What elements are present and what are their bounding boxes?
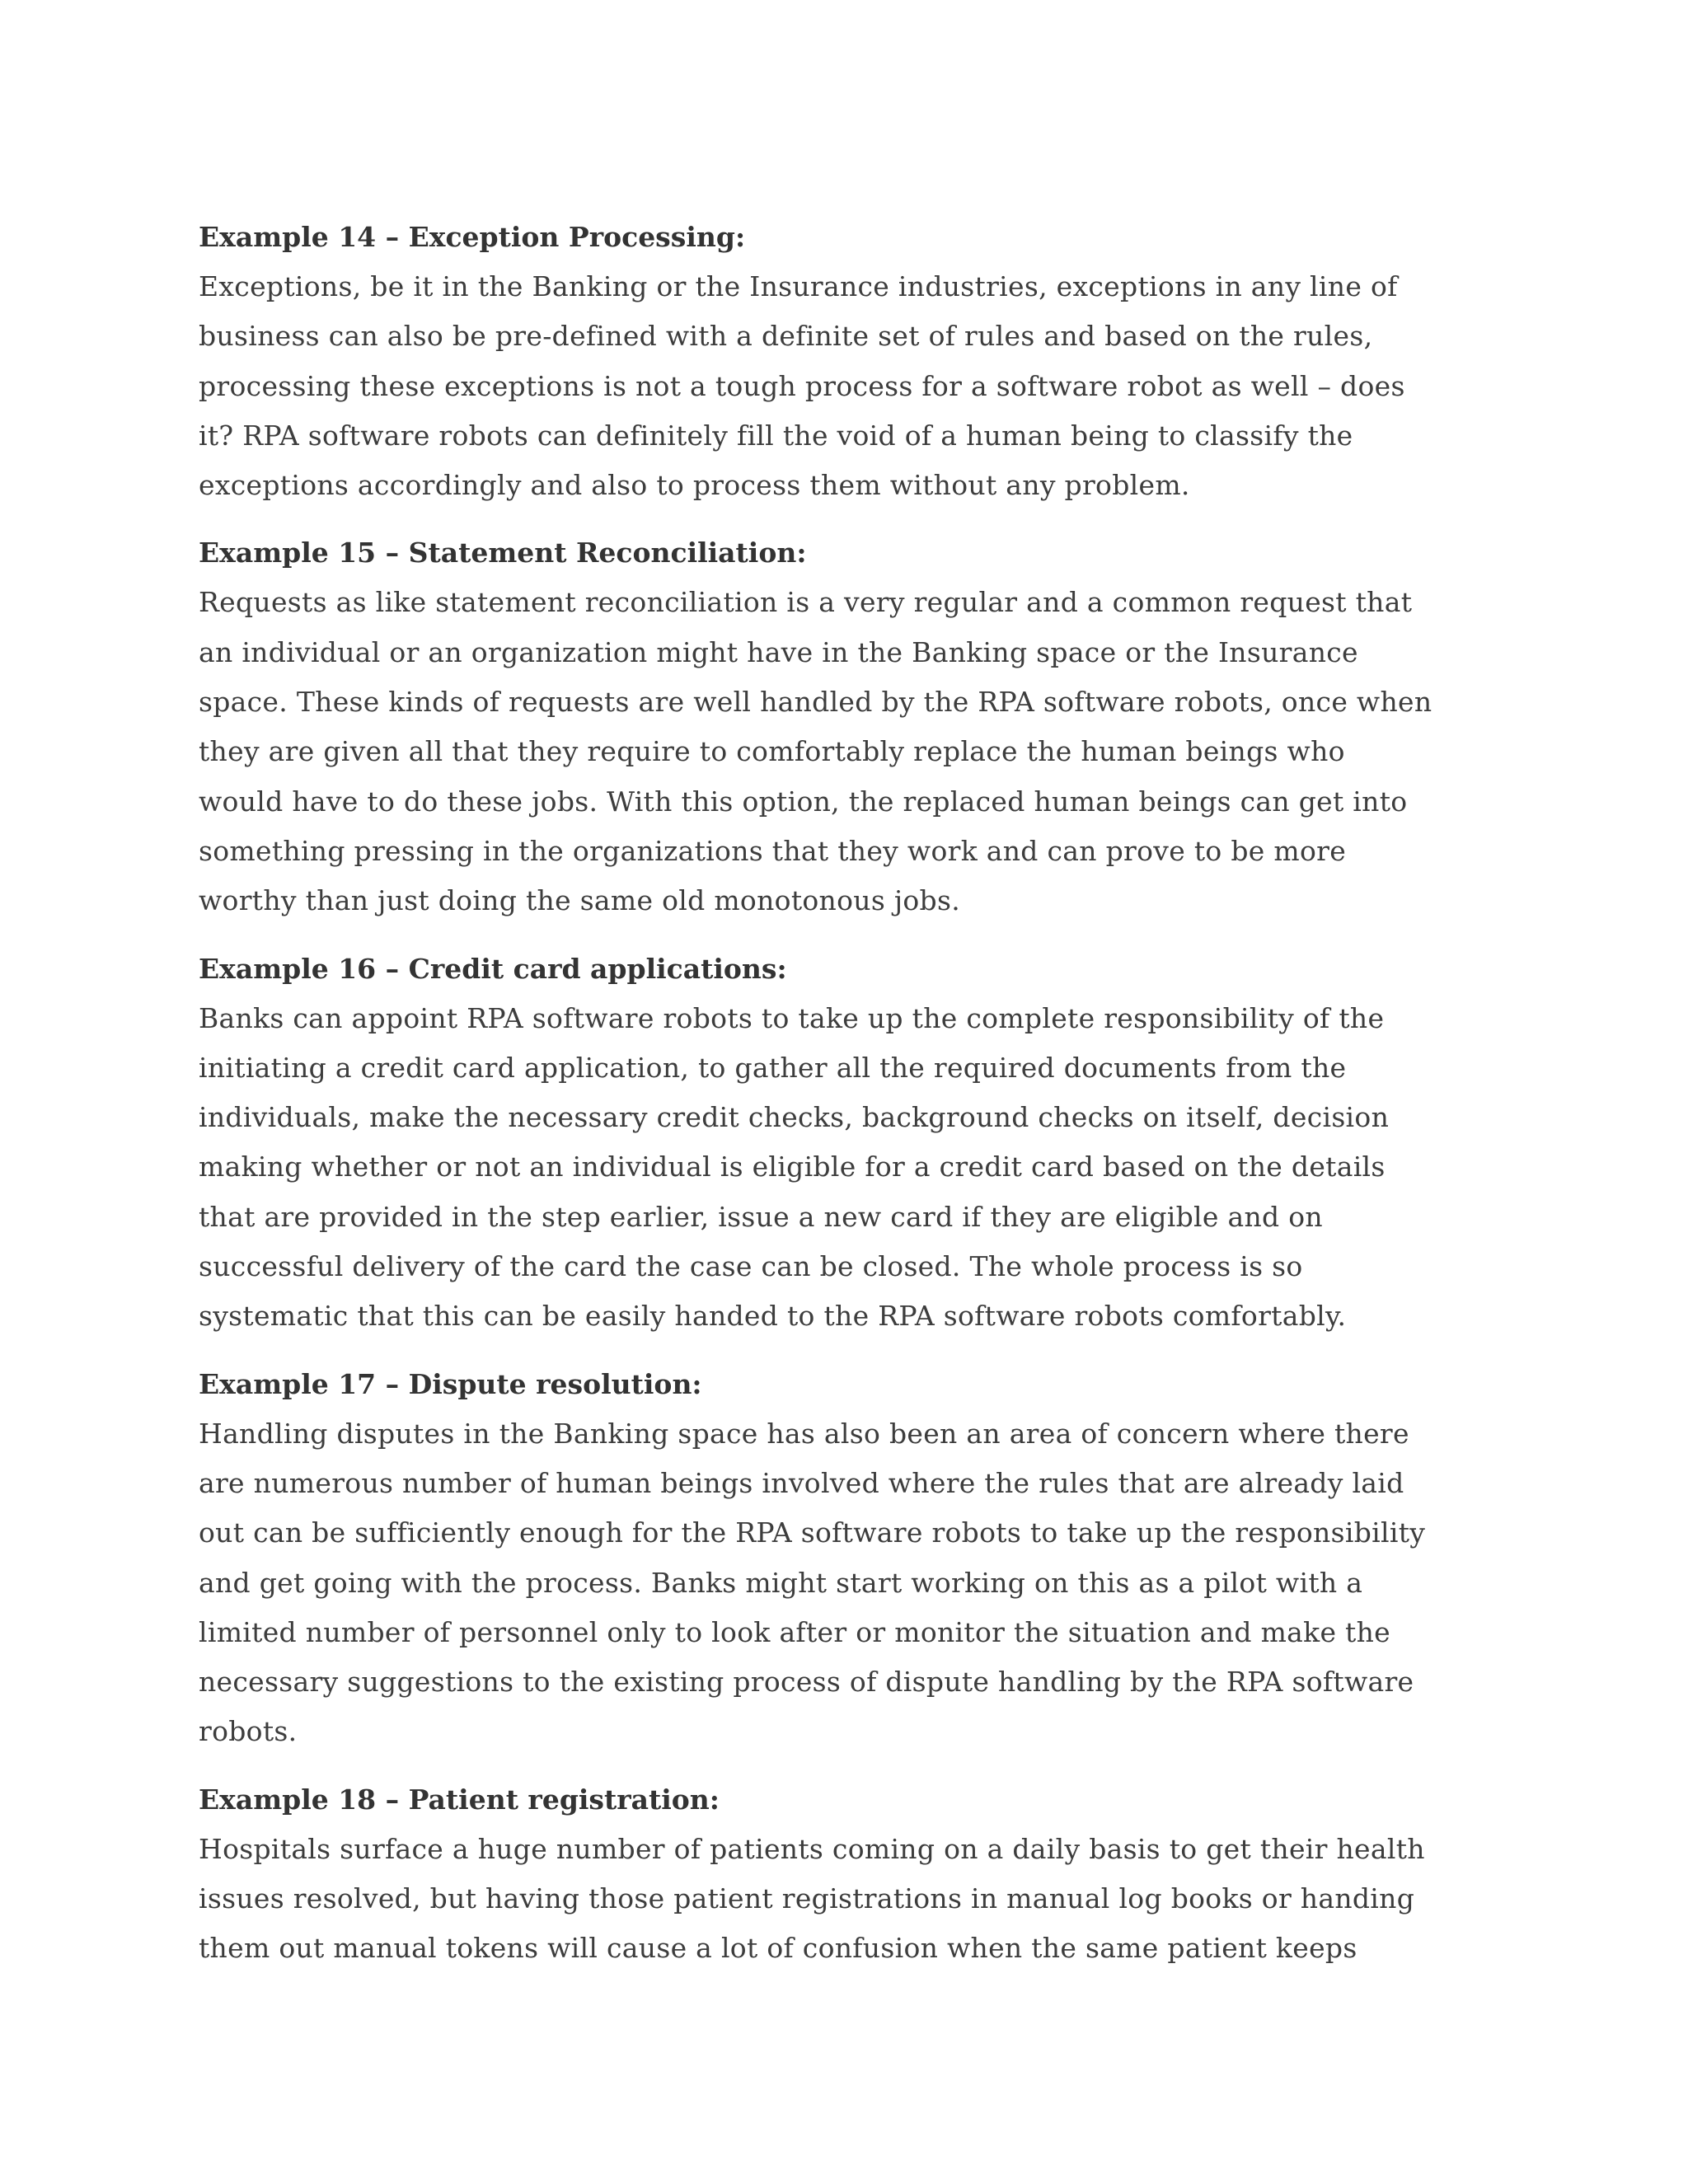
section-paragraph bbox=[199, 994, 1501, 1342]
paragraph-line: Requests as like statement reconciliation is a very regular and a common request that bbox=[199, 586, 1413, 619]
paragraph-line: them out manual tokens will cause a lot of confusion when the same patient keeps bbox=[199, 1932, 1357, 1965]
section-example-15 bbox=[199, 528, 1501, 926]
paragraph-line: Handling disputes in the Banking space has also been an area of concern where there bbox=[199, 1417, 1409, 1450]
paragraph-line: making whether or not an individual is eligible for a credit card based on the details bbox=[199, 1151, 1386, 1183]
paragraph-line: Exceptions, be it in the Banking or the Insurance industries, exceptions in any line of bbox=[199, 270, 1398, 302]
paragraph-line: out can be sufficiently enough for the RPA software robots to take up the responsibility bbox=[199, 1516, 1426, 1549]
paragraph-line: are numerous number of human beings involved where the rules that are already laid bbox=[199, 1466, 1404, 1499]
paragraph-line: necessary suggestions to the existing process of dispute handling by the RPA software bbox=[199, 1666, 1414, 1699]
section-heading: Example 16 – Credit card applications: bbox=[199, 952, 787, 985]
section-heading: Example 15 – Statement Reconciliation: bbox=[199, 537, 807, 569]
paragraph-line: an individual or an organization might have in the Banking space or the Insurance bbox=[199, 635, 1358, 668]
paragraph-line: it? RPA software robots can definitely fill the void of a human being to classify the bbox=[199, 419, 1353, 452]
paragraph-line: they are given all that they require to comfortably replace the human beings who bbox=[199, 735, 1345, 768]
section-example-17 bbox=[199, 1360, 1501, 1757]
paragraph-line: would have to do these jobs. With this option, the replaced human beings can get into bbox=[199, 785, 1408, 818]
paragraph-line: successful delivery of the card the case can be closed. The whole process is so bbox=[199, 1250, 1303, 1283]
section-example-18 bbox=[199, 1775, 1501, 1974]
paragraph-line: systematic that this can be easily handed to the RPA software robots comfortably. bbox=[199, 1300, 1347, 1333]
paragraph-line: individuals, make the necessary credit checks, background checks on itself, decision bbox=[199, 1101, 1390, 1134]
section-heading: Example 14 – Exception Processing: bbox=[199, 221, 746, 253]
paragraph-line: something pressing in the organizations that they work and can prove to be more bbox=[199, 834, 1347, 867]
section-paragraph bbox=[199, 578, 1501, 926]
paragraph-line: limited number of personnel only to look after or monitor the situation and make the bbox=[199, 1615, 1391, 1648]
paragraph-line: issues resolved, but having those patient registrations in manual log books or handing bbox=[199, 1882, 1415, 1915]
document-body bbox=[199, 213, 1501, 1992]
paragraph-line: that are provided in the step earlier, issue a new card if they are eligible and on bbox=[199, 1200, 1323, 1233]
section-example-16 bbox=[199, 944, 1501, 1342]
paragraph-line: and get going with the process. Banks might start working on this as a pilot with a bbox=[199, 1566, 1363, 1599]
section-paragraph bbox=[199, 1825, 1501, 1974]
paragraph-line: Banks can appoint RPA software robots to take up the complete responsibility of the bbox=[199, 1001, 1385, 1034]
paragraph-line: worthy than just doing the same old monotonous jobs. bbox=[199, 884, 961, 917]
paragraph-line: exceptions accordingly and also to process them without any problem. bbox=[199, 469, 1190, 502]
section-heading: Example 18 – Patient registration: bbox=[199, 1783, 720, 1816]
paragraph-line: initiating a credit card application, to gather all the required documents from the bbox=[199, 1051, 1347, 1084]
paragraph-line: processing these exceptions is not a tough process for a software robot as well – does bbox=[199, 369, 1405, 402]
section-paragraph bbox=[199, 262, 1501, 510]
section-paragraph bbox=[199, 1409, 1501, 1757]
section-heading: Example 17 – Dispute resolution: bbox=[199, 1367, 702, 1400]
paragraph-line: robots. bbox=[199, 1715, 298, 1748]
paragraph-line: space. These kinds of requests are well handled by the RPA software robots, once when bbox=[199, 686, 1432, 719]
paragraph-line: Hospitals surface a huge number of patients coming on a daily basis to get their health bbox=[199, 1832, 1425, 1865]
paragraph-line: business can also be pre-defined with a definite set of rules and based on the rules, bbox=[199, 320, 1373, 353]
section-example-14 bbox=[199, 213, 1501, 510]
